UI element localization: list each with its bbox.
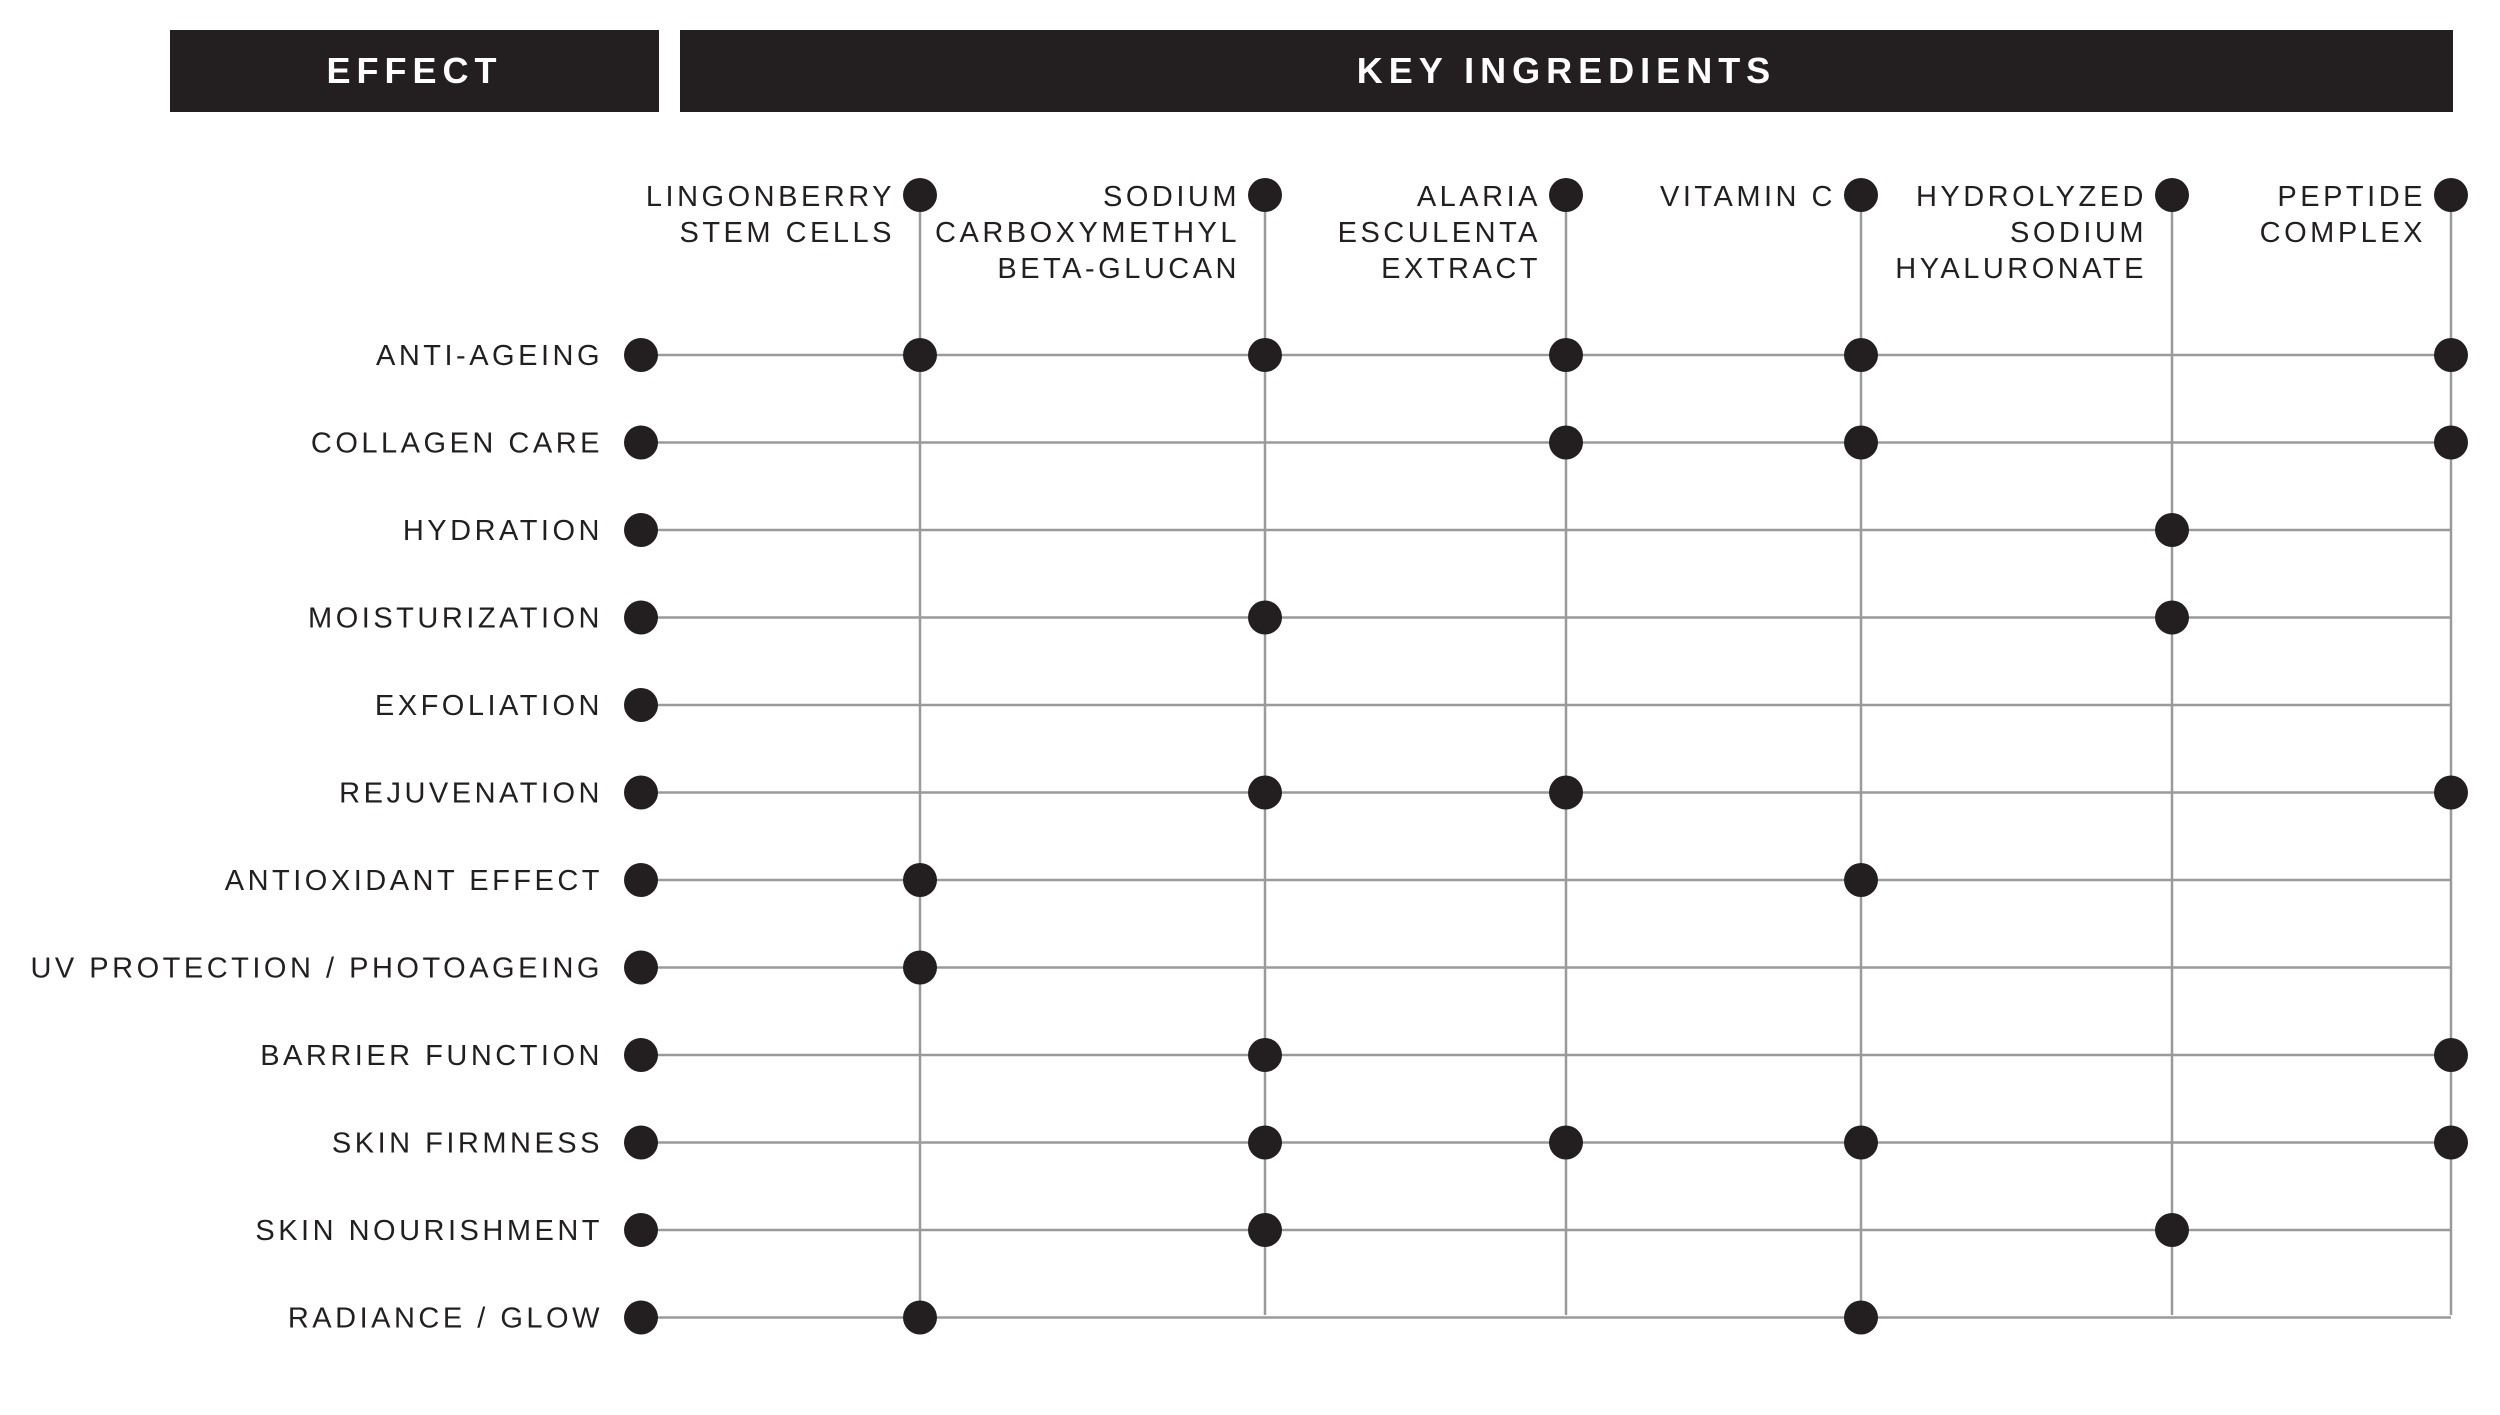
row-head-dot	[624, 513, 658, 547]
ingredient-label-alaria: EXTRACT	[1381, 253, 1541, 285]
ingredient-label-lingonberry: STEM CELLS	[679, 217, 895, 249]
ingredient-label-peptide: PEPTIDE	[2277, 181, 2426, 213]
effect-label: EXFOLIATION	[374, 690, 603, 722]
effect-label: BARRIER FUNCTION	[260, 1040, 603, 1072]
matrix-dot	[1248, 776, 1282, 810]
row-head-dot	[624, 601, 658, 635]
matrix-dot	[903, 951, 937, 985]
column-head-dot-sodium-cmbg	[1248, 178, 1282, 212]
matrix-dot	[1844, 1301, 1878, 1335]
column-head-dot-alaria	[1549, 178, 1583, 212]
matrix-dot	[1248, 601, 1282, 635]
effect-label: SKIN NOURISHMENT	[255, 1215, 603, 1247]
matrix-dot	[1549, 338, 1583, 372]
matrix-dot	[1844, 1126, 1878, 1160]
matrix-dot	[1549, 1126, 1583, 1160]
row-head-dot	[624, 776, 658, 810]
row-head-dot	[624, 951, 658, 985]
ingredient-label-peptide: COMPLEX	[2259, 217, 2426, 249]
matrix-dot	[2155, 1213, 2189, 1247]
column-head-dot-lingonberry	[903, 178, 937, 212]
row-head-dot	[624, 426, 658, 460]
key-ingredients-header-label: KEY INGREDIENTS	[1356, 50, 1777, 91]
ingredient-label-hyaluronate: SODIUM	[2010, 217, 2147, 249]
matrix-dot	[2155, 513, 2189, 547]
effect-label: SKIN FIRMNESS	[331, 1127, 603, 1160]
effect-label: MOISTURIZATION	[308, 602, 603, 635]
effect-labels	[30, 340, 603, 1335]
ingredient-label-hyaluronate: HYALURONATE	[1895, 253, 2147, 285]
effect-label: ANTI-AGEING	[375, 340, 603, 372]
effect-label: UV PROTECTION / PHOTOAGEING	[30, 952, 603, 985]
ingredient-label-hyaluronate: HYDROLYZED	[1915, 181, 2147, 213]
row-head-dot	[624, 338, 658, 372]
matrix-dot	[1248, 1126, 1282, 1160]
row-head-dot	[624, 863, 658, 897]
matrix-dot	[1549, 776, 1583, 810]
ingredient-label-alaria: ALARIA	[1416, 181, 1541, 213]
row-head-dot	[624, 1126, 658, 1160]
effect-label: REJUVENATION	[339, 777, 603, 810]
effect-header-label: EFFECT	[326, 50, 503, 91]
ingredient-label-sodium-cmbg: SODIUM	[1103, 181, 1240, 213]
effect-label: COLLAGEN CARE	[310, 427, 603, 460]
effect-label: HYDRATION	[402, 515, 603, 547]
column-head-dot-hyaluronate	[2155, 178, 2189, 212]
matrix-dot	[1549, 426, 1583, 460]
matrix-dot	[1844, 863, 1878, 897]
matrix-dot	[2434, 1038, 2468, 1072]
matrix-dot	[2434, 426, 2468, 460]
matrix-dot	[2434, 1126, 2468, 1160]
matrix-dot	[903, 863, 937, 897]
matrix-dot	[2155, 601, 2189, 635]
ingredient-label-sodium-cmbg: CARBOXYMETHYL	[935, 217, 1240, 249]
matrix-dot	[1844, 338, 1878, 372]
matrix-dot	[1248, 338, 1282, 372]
matrix-dots	[624, 178, 2468, 1335]
effect-label: ANTIOXIDANT EFFECT	[224, 865, 603, 897]
matrix-dot	[1844, 426, 1878, 460]
ingredient-label-alaria: ESCULENTA	[1337, 217, 1541, 249]
ingredient-label-lingonberry: LINGONBERRY	[645, 181, 895, 213]
column-head-dot-peptide	[2434, 178, 2468, 212]
row-head-dot	[624, 1038, 658, 1072]
matrix-dot	[2434, 776, 2468, 810]
matrix-dot	[1248, 1038, 1282, 1072]
matrix-dot	[903, 338, 937, 372]
row-head-dot	[624, 1213, 658, 1247]
ingredient-label-vitamin-c: VITAMIN C	[1660, 181, 1836, 213]
row-head-dot	[624, 1301, 658, 1335]
row-head-dot	[624, 688, 658, 722]
column-head-dot-vitamin-c	[1844, 178, 1878, 212]
matrix-dot	[2434, 338, 2468, 372]
matrix-dot	[903, 1301, 937, 1335]
effect-label: RADIANCE / GLOW	[287, 1302, 603, 1335]
matrix-dot	[1248, 1213, 1282, 1247]
ingredient-label-sodium-cmbg: BETA-GLUCAN	[997, 253, 1240, 285]
